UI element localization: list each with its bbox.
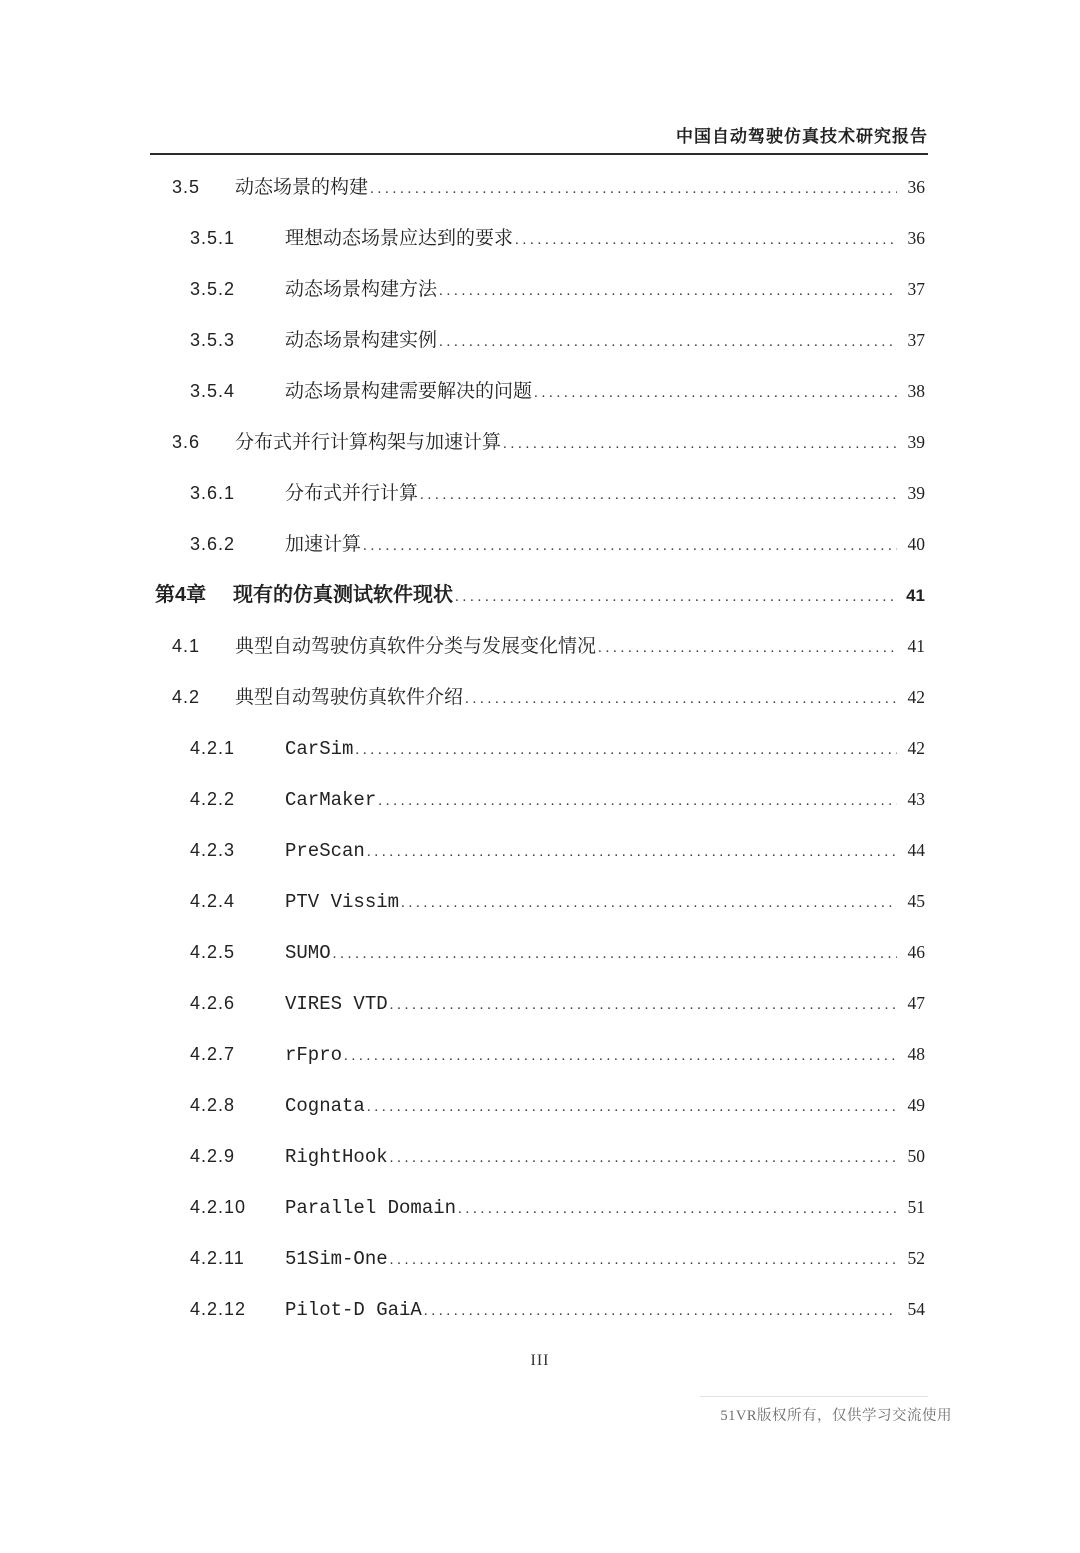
toc-leader-dots	[367, 1081, 897, 1131]
toc-entry-page: 51	[907, 1197, 925, 1217]
toc-leader-dots	[465, 673, 897, 723]
toc-entry-page: 42	[907, 738, 925, 758]
toc-entry-label: CarMaker	[285, 789, 377, 811]
toc-entry-label: Parallel Domain	[285, 1197, 457, 1219]
toc-entry-label: 分布式并行计算构架与加速计算	[235, 432, 502, 454]
toc-leader-dots	[534, 367, 897, 417]
toc-entry[interactable]	[150, 1029, 925, 1080]
toc-entry-number: 4.2.11	[190, 1248, 245, 1268]
toc-leader-dots	[370, 163, 897, 213]
toc-entry-page: 41	[907, 636, 925, 656]
toc-entry-number: 3.6.1	[190, 483, 236, 503]
toc-leader-dots	[390, 1234, 897, 1284]
toc-entry-number: 第4章	[155, 584, 207, 606]
toc-entry[interactable]	[150, 1080, 925, 1131]
header-title: 中国自动驾驶仿真技术研究报告	[676, 127, 928, 146]
toc-entry-label: rFpro	[285, 1044, 343, 1066]
toc-entry[interactable]	[150, 621, 925, 672]
toc-entry-page: 39	[907, 432, 925, 452]
toc-entry-number: 3.5	[172, 177, 201, 197]
toc-entry-label: 动态场景构建实例	[285, 330, 438, 352]
toc-entry-label: RightHook	[285, 1146, 388, 1168]
toc-entry-page: 36	[907, 228, 925, 248]
toc-entry[interactable]	[150, 1131, 925, 1182]
toc-entry-page: 37	[907, 330, 925, 350]
toc-entry-number: 4.1	[172, 636, 201, 656]
toc-entry-page: 49	[907, 1095, 925, 1115]
toc-entry-number: 4.2.3	[190, 840, 236, 860]
toc-entry-page: 47	[907, 993, 925, 1013]
toc-entry-number: 4.2.10	[190, 1197, 247, 1217]
toc-entry-page: 45	[907, 891, 925, 911]
toc-entry-page: 41	[906, 586, 925, 605]
toc-entry[interactable]	[150, 570, 925, 621]
toc-leader-dots	[378, 775, 897, 825]
toc-entry-number: 4.2.2	[190, 789, 236, 809]
toc-entry[interactable]	[150, 468, 925, 519]
toc-entry-number: 4.2.4	[190, 891, 236, 911]
toc-leader-dots	[355, 724, 897, 774]
footer-rule	[700, 1396, 928, 1397]
toc-entry-number: 3.5.2	[190, 279, 236, 299]
toc-entry-label: 典型自动驾驶仿真软件分类与发展变化情况	[235, 636, 597, 658]
copyright-notice: 51VR版权所有，仅供学习交流使用	[720, 1408, 952, 1424]
toc-entry[interactable]	[150, 315, 925, 366]
toc-entry-number: 4.2.7	[190, 1044, 236, 1064]
toc-entry[interactable]	[150, 213, 925, 264]
toc-entry-label: 51Sim-One	[285, 1248, 388, 1270]
toc-leader-dots	[367, 826, 897, 876]
toc-entry-label: SUMO	[285, 942, 331, 964]
toc-entry[interactable]	[150, 1284, 925, 1335]
toc-entry-number: 4.2	[172, 687, 201, 707]
toc-entry-label: 动态场景的构建	[235, 177, 369, 199]
toc-entry-page: 40	[907, 534, 925, 554]
toc-leader-dots	[439, 316, 897, 366]
toc-leader-dots	[390, 1132, 897, 1182]
toc-entry-label: CarSim	[285, 738, 354, 760]
page-header	[150, 0, 928, 155]
toc-entry[interactable]	[150, 876, 925, 927]
toc-entry[interactable]	[150, 417, 925, 468]
toc-leader-dots	[455, 571, 897, 621]
toc-entry-number: 3.5.3	[190, 330, 236, 350]
toc-entry[interactable]	[150, 774, 925, 825]
toc-entry[interactable]	[150, 978, 925, 1029]
toc-entry-number: 4.2.1	[190, 738, 236, 758]
toc-leader-dots	[458, 1183, 897, 1233]
toc-entry[interactable]	[150, 1233, 925, 1284]
toc-entry-label: 分布式并行计算	[285, 483, 419, 505]
toc-entry-page: 54	[907, 1299, 925, 1319]
toc-leader-dots	[439, 265, 897, 315]
toc-entry[interactable]	[150, 264, 925, 315]
toc-entry-label: VIRES VTD	[285, 993, 388, 1015]
toc-entry-number: 3.5.4	[190, 381, 236, 401]
toc-entry-page: 48	[907, 1044, 925, 1064]
toc-entry[interactable]	[150, 723, 925, 774]
toc-leader-dots	[333, 928, 897, 978]
toc-leader-dots	[401, 877, 897, 927]
toc-entry-number: 3.6.2	[190, 534, 236, 554]
toc-entry-label: Cognata	[285, 1095, 365, 1117]
toc-entry-label: Pilot-D GaiA	[285, 1299, 422, 1321]
toc-entry-number: 4.2.8	[190, 1095, 236, 1115]
toc-entry-label: 加速计算	[285, 534, 362, 556]
toc-entry-page: 43	[907, 789, 925, 809]
toc-entry-number: 4.2.5	[190, 942, 236, 962]
toc-entry-page: 39	[907, 483, 925, 503]
toc-entry-page: 37	[907, 279, 925, 299]
toc-entry[interactable]	[150, 519, 925, 570]
toc-entry-number: 4.2.6	[190, 993, 236, 1013]
toc-entry-label: 动态场景构建方法	[285, 279, 438, 301]
toc-entry-label: PreScan	[285, 840, 365, 862]
toc-entry[interactable]	[150, 672, 925, 723]
toc-entry-number: 4.2.9	[190, 1146, 236, 1166]
toc-entry-page: 38	[907, 381, 925, 401]
toc-entry-number: 3.6	[172, 432, 201, 452]
toc-entry-page: 42	[907, 687, 925, 707]
toc-leader-dots	[515, 214, 897, 264]
toc-leader-dots	[363, 520, 897, 570]
toc-leader-dots	[420, 469, 897, 519]
toc-entry-page: 52	[907, 1248, 925, 1268]
toc-leader-dots	[424, 1285, 897, 1335]
toc-entry-page: 44	[907, 840, 925, 860]
table-of-contents	[150, 162, 925, 1335]
toc-entry-page: 46	[907, 942, 925, 962]
toc-entry[interactable]	[150, 825, 925, 876]
toc-entry-label: 典型自动驾驶仿真软件介绍	[235, 687, 464, 709]
toc-entry-label: 动态场景构建需要解决的问题	[285, 381, 533, 403]
toc-leader-dots	[344, 1030, 897, 1080]
toc-entry-label: 理想动态场景应达到的要求	[285, 228, 514, 250]
toc-leader-dots	[390, 979, 897, 1029]
toc-entry[interactable]	[150, 366, 925, 417]
toc-entry-label: 现有的仿真测试软件现状	[233, 584, 453, 606]
header-rule	[150, 153, 928, 155]
toc-entry[interactable]	[150, 1182, 925, 1233]
toc-entry-number: 4.2.12	[190, 1299, 247, 1319]
page-number: III	[530, 1352, 550, 1369]
toc-leader-dots	[598, 622, 897, 672]
toc-entry-page: 36	[907, 177, 925, 197]
toc-entry[interactable]	[150, 927, 925, 978]
toc-entry-page: 50	[907, 1146, 925, 1166]
toc-entry-label: PTV Vissim	[285, 891, 400, 913]
toc-leader-dots	[503, 418, 897, 468]
toc-entry[interactable]	[150, 162, 925, 213]
toc-entry-number: 3.5.1	[190, 228, 236, 248]
